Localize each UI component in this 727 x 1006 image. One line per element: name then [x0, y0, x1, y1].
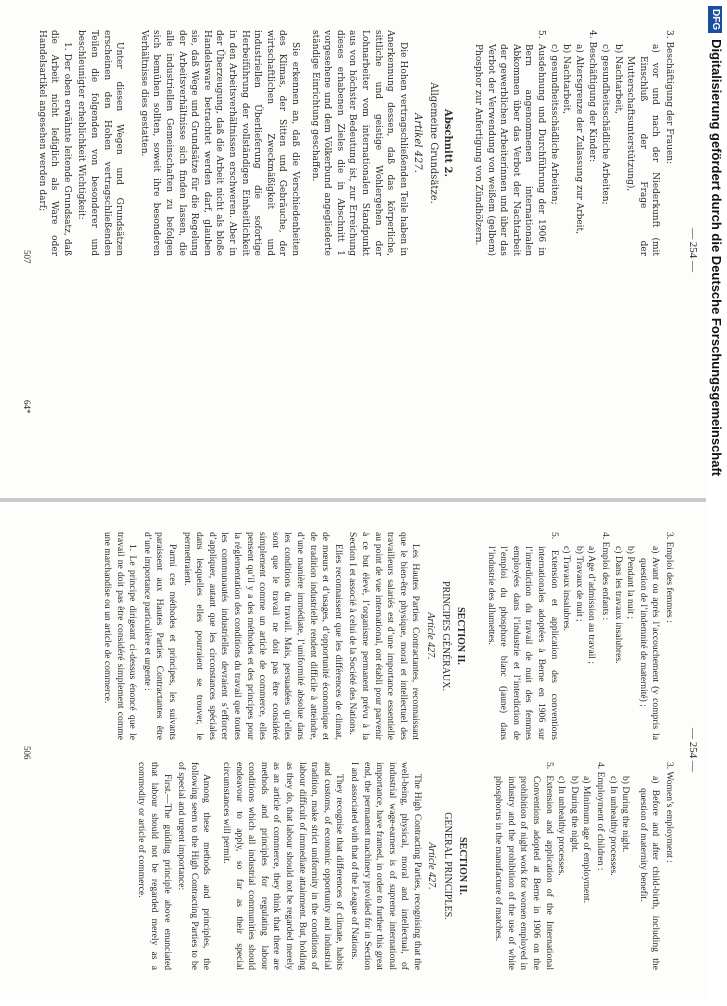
paragraph: Parmi ces méthodes et principes, les suivants paraissent aux Hautes Parties Contractantes être d’une importance particulière et urgente : — [141, 532, 179, 740]
section-title: GENERAL PRINCIPLES. — [442, 812, 454, 920]
right-page-german — [0, 0, 727, 500]
paragraph: Elles reconnaissent que les différences de climat, de mœurs et d’usages, d’opportunité économique et de tradition industrielle rendent difficile à atteindre, d’une manière immédiate, l’uniformité absolue dans les conditions du travail. Mais, persuadées qu’elles sont que le travail ne doit pas être considéré simplement comme un article de commerce, elles pensent qu’il y a des méthodes et des principes pour la réglementation des conditions du travail que toutes les communautés industrielles devraient s’efforcer d’appliquer, autant que les circonstances spéciales dans lesquelles elles pourraient se trouver, le permettraient. — [181, 532, 344, 740]
section-heading: SECTION II. — [455, 607, 467, 665]
section-heading: Abschnitt 2. — [442, 109, 454, 177]
paragraph: Les Hautes Parties Contractantes, reconnaissant que le bien-être physique, moral et intellectuel des travailleurs salariés est d’une importance essentielle au point de vue international, ont établi pour parvenir à ce but élevé, l’organisme permanent prévu à la Section I et associé à celui de la Société des Nations. — [347, 532, 422, 740]
list-item: a) vor und nach der Niederkunft (mit Einschluß der Frage der Mutterschaftsunterstützung), — [625, 44, 661, 256]
list-item: b) Pendant la nuit ; — [625, 546, 637, 620]
list-item: a) Before and after child-birth, including the question of maternity benefit. — [637, 776, 662, 970]
list-item: a) Altersgrenze der Zulassung zur Arbeit, — [573, 44, 584, 235]
list-item: c) gesundheitsschädliche Arbeiten; — [600, 44, 611, 205]
page-signature-mark: 64* — [22, 400, 32, 414]
paragraph: Die Hohen vertragschließenden Teile haben in Anerkennung dessen, daß das körperliche, sittliche und geistige Wohlergehen der Lohnarbeiter vom internationalen Standpunkt aus von höchster Bedeutung ist, zur Erreichung dieses erhabenen Zieles die in Abschnitt 1 vorgesehene und dem Völkerbund angegliederte ständige Einrichtung geschaffen. — [309, 30, 408, 256]
list-item: 3. Emploi des femmes : — [664, 532, 675, 623]
list-item: b) Travaux de nuit ; — [573, 546, 585, 622]
section-title: PRINCIPES GÉNÉRAUX. — [440, 580, 452, 691]
paragraph: First.—The guiding principle above enunciated that labour should not be regarded merely as a commodity or article of commerce. — [136, 762, 173, 970]
list-item: c) In unhealthy processes. — [556, 776, 568, 876]
paragraph: Sie erkennen an, daß die Verschiedenheiten des Klimas, der Sitten und Gebräuche, der wirtschaftlichen Zweckmäßigkeit und industriellen Überlieferung die sofortige Herbeiführung der vollständigen Einheitlichkeit in den Arbeitsverhältnissen erschweren. Aber in der Überzeugung, daß die Arbeit nicht als bloße Handelsware betrachtet werden darf, glauben sie, daß Wege und Grundsätze für die Regelung der Arbeitsverhältnisse sich finden lassen, die alle industriellen Gemeinschaften zu befolgen sich bemühen sollten, soweit ihre besonderen Verhältnisse dies gestatten. — [138, 30, 300, 256]
list-item: 5. Extension and application of the International Conventions adopted at Berne in 1906 on the prohibition of night work for women employed in industry and the prohibition of the use of white phosphorus in the manufacture of matches. — [493, 762, 555, 970]
article-heading: Article 427. — [426, 842, 438, 890]
list-item: 5. Ausdehnung und Durchführung der 1906 in Bern angenommenen internationalen Abkommen über das Verbot der Nachtarbeit der gewerblichen Arbeiterinnen und über das Verbot der Verwendung von weißem (gelbem) Phosphor zur Anfertigung von Zündhölzern. — [473, 30, 547, 256]
paragraph: Among these methods and principles, the following seem to the High Contracting Parties to be of special and urgent importance: — [176, 762, 213, 970]
article-heading: Article 427. — [424, 612, 436, 660]
credit-text-rotated — [706, 0, 727, 1006]
digitization-credit-bar — [706, 0, 727, 1000]
list-item: b) During the night. — [568, 776, 580, 853]
list-item: 4. Beschäftigung der Kinder: — [587, 30, 598, 163]
english-column — [133, 762, 675, 970]
list-item: a) Age d’admission au travail ; — [586, 546, 598, 665]
list-item: c) In unhealthy processes. — [607, 776, 619, 876]
german-column — [33, 30, 675, 256]
list-item: a) Avant ou après l’accouchement (y compris la question de l’indemnité de maternité) ; — [637, 546, 662, 740]
list-item: b) Nachtarbeit, — [561, 44, 572, 114]
left-page-french-english — [0, 500, 727, 1000]
list-item: 4. Employment of children : — [595, 762, 607, 871]
section-title: Allgemeine Grundsätze. — [427, 82, 439, 204]
page-number: — 254 — — [687, 728, 699, 772]
list-item: b) During the night. — [620, 776, 632, 853]
page-footer-number: 506 — [22, 746, 32, 760]
page-number: — 254 — — [687, 228, 699, 272]
list-item: c) Travaux insalubres. — [561, 546, 573, 631]
list-item: 3. Beschäftigung der Frauen: — [664, 30, 674, 165]
paragraph: 1. Der oben erwähnte leitende Grundsatz, daß die Arbeit nicht lediglich als Ware oder Handelsartikel angesehen werden darf; — [36, 30, 72, 256]
list-item: 5. Extension et application des conventions internationales adoptées à Berne en 1906 sur l’interdiction du travail de nuit des femmes employées dans l’industrie et l’interdiction de l’emploi du phosphore blanc (jaune) dans l’industrie des allumettes. — [485, 532, 560, 740]
paragraph: 1. Le principe dirigeant ci-dessus énoncé que le travail ne doit pas être considéré simplement comme une marchandise ou un article de commerce. — [102, 532, 139, 740]
page-footer-number: 507 — [22, 250, 32, 264]
paragraph: Unter diesen Wegen und Grundsätzen erscheinen den Hohen vertragschließenden Teilen die folgenden von besonderer und beschleunigter erheblichkeit Wichtigkeit: — [76, 30, 125, 256]
dfg-logo: DFG — [708, 6, 722, 33]
list-item: 3. Women’s employment : — [664, 762, 675, 863]
list-item: 4. Emploi des enfants : — [600, 532, 612, 621]
article-heading: Artikel 427. — [412, 113, 424, 173]
list-item: a) Minimum age of employment. — [581, 776, 593, 904]
paragraph: The High Contracting Parties, recognising that the well-being, physical, moral and intellectual, of industrial wage-earners is of supreme international importance, have framed, in order to further this great end, the permanent machinery provided for in Section I and associated with that of the League of Nations. — [348, 762, 423, 970]
paragraph: They recognise that differences of climate, habits and customs, of economic opportunity and industrial tradition, make strict uniformity in the conditions of labour difficult of immediate attainment. But, holding as they do, that labour should not be regarded merely as an article of commerce, they think that there are methods and principles for regulating labour conditions which all industrial communities should endeavour to apply, so far as their special circumstances will permit. — [221, 762, 346, 970]
section-heading: SECTION II. — [456, 837, 468, 895]
list-item: c) gesundheitsschädliche Arbeiten; — [548, 44, 559, 205]
list-item: c) Dans les travaux insalubres. — [612, 546, 624, 664]
list-item: b) Nachtarbeit, — [612, 44, 623, 114]
digitization-credit: Digitalisierung gefördert durch die Deutsche Forschungsgemeinschaft — [709, 39, 724, 477]
french-column — [98, 532, 675, 740]
